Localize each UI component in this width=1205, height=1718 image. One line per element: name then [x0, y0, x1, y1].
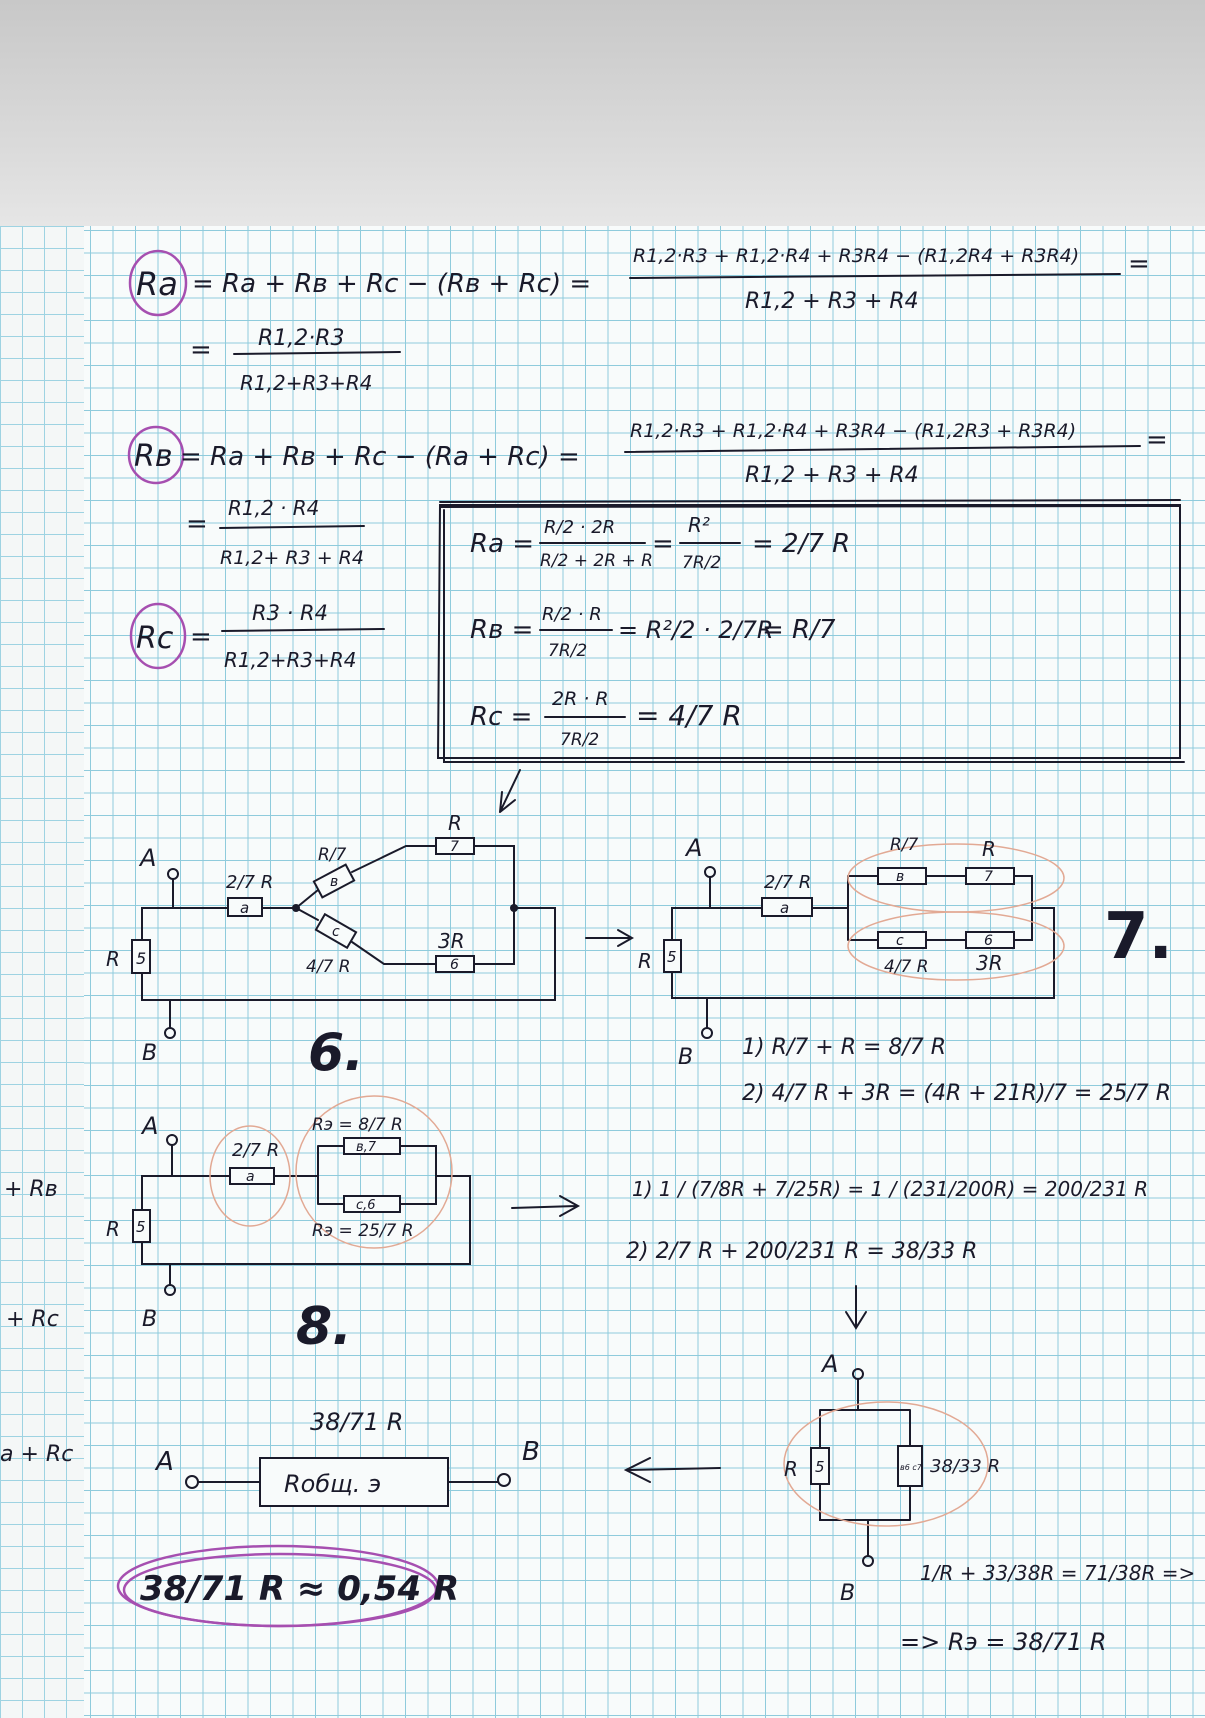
arrow-box-to-diagram — [500, 770, 520, 812]
d8-label-bottom: Rэ = 25/7 R — [312, 1221, 414, 1241]
svg-text:в,7: в,7 — [356, 1140, 377, 1155]
d7-terminal-a — [705, 867, 715, 877]
svg-text:7: 7 — [450, 839, 459, 855]
left-fragment-3: a + Rс — [0, 1442, 74, 1467]
d6-label-a: 2/7 R — [226, 872, 274, 893]
svg-text:в: в — [896, 869, 905, 885]
svg-text:в6 с7: в6 с7 — [900, 1463, 922, 1472]
final-equivalent — [118, 1408, 540, 1626]
box-ra-mid-den: 7R/2 — [682, 553, 722, 573]
d7-terminal-b-label: B — [678, 1045, 694, 1070]
final-terminal-b — [498, 1474, 510, 1486]
box-rb-num: R/2 · R — [542, 604, 602, 625]
d6-terminal-a-label: A — [140, 844, 157, 872]
ra-result-numerator: R1,2·R3 — [258, 326, 345, 351]
d9-label-equivalent: 38/33 R — [930, 1456, 1001, 1477]
box-ra-den: R/2 + 2R + R — [540, 551, 653, 571]
d7-step2: 2) 4/7 R + 3R = (4R + 21R)/7 = 25/7 R — [742, 1081, 1172, 1106]
d6-label-7: R — [448, 811, 462, 835]
circuit-diagram-6 — [106, 811, 632, 1083]
rb-result-denominator: R1,2+ R3 + R4 — [220, 547, 364, 569]
d9-terminal-b — [863, 1556, 873, 1566]
ra-result-denominator: R1,2+R3+R4 — [240, 371, 373, 395]
box-rc-den: 7R/2 — [560, 730, 600, 750]
d7-label-a: 2/7 R — [764, 872, 812, 893]
svg-text:a: a — [780, 899, 790, 917]
final-answer: 38/71 R ≈ 0,54 R — [140, 1569, 460, 1609]
svg-text:5: 5 — [136, 949, 147, 968]
d8-terminal-a-label: A — [142, 1112, 159, 1140]
final-terminal-a — [186, 1476, 198, 1488]
svg-text:с,6: с,6 — [356, 1198, 376, 1213]
d7-terminal-b — [702, 1028, 712, 1038]
svg-text:c: c — [896, 933, 904, 949]
d9-calc1: 1/R + 33/38R = 71/38R => — [920, 1561, 1196, 1585]
rb-denominator: R1,2 + R3 + R4 — [745, 463, 919, 488]
d9-terminal-a — [853, 1369, 863, 1379]
d8-number: 8. — [296, 1297, 352, 1357]
left-fragment-2: + Rс — [6, 1307, 59, 1332]
final-terminal-b-label: B — [522, 1437, 540, 1467]
d8-label-top: Rэ = 8/7 R — [312, 1115, 403, 1135]
svg-text:5: 5 — [815, 1458, 825, 1476]
final-terminal-a-label: A — [156, 1447, 174, 1477]
ra-eq-sign: = — [1128, 249, 1150, 279]
arrow-9-to-final — [626, 1458, 720, 1482]
d7-step1: 1) R/7 + R = 8/7 R — [742, 1035, 947, 1060]
box-ra-result: = 2/7 R — [752, 529, 851, 559]
d6-label-c: 4/7 R — [306, 957, 351, 977]
final-top-label: 38/71 R — [310, 1408, 404, 1436]
d6-terminal-a — [168, 869, 178, 879]
ra-equation: = Rа + Rв + Rс − (Rв + Rс) = — [192, 269, 592, 299]
rb-numerator: R1,2·R3 + R1,2·R4 + R3R4 − (R1,2R3 + R3R4) — [630, 420, 1077, 442]
box-rc-result: = 4/7 R — [636, 699, 742, 732]
d6-label-6: 3R — [438, 929, 465, 953]
d8-label-a: 2/7 R — [232, 1140, 280, 1161]
svg-text:5: 5 — [136, 1218, 146, 1236]
d6-terminal-b — [165, 1028, 175, 1038]
rc-eq: = — [190, 622, 212, 652]
final-resistor-label: Rобщ. э — [284, 1470, 382, 1498]
d8-step1: 1) 1 / (7/8R + 7/25R) = 1 / (231/200R) = 200/231 R — [632, 1177, 1149, 1201]
box-rc-lhs: Rс = — [470, 702, 533, 732]
arrow-6-to-7 — [586, 930, 632, 946]
d7-label-c: 4/7 R — [884, 957, 929, 977]
d8-r-left-label: R — [106, 1217, 120, 1241]
d7-r-left-label: R — [638, 949, 652, 973]
d8-step2: 2) 2/7 R + 200/231 R = 38/33 R — [626, 1239, 978, 1264]
rb-label: Rв — [134, 439, 173, 474]
ra-denominator: R1,2 + R3 + R4 — [745, 289, 919, 314]
rb-equation: = Rа + Rв + Rс − (Rа + Rс) = — [180, 442, 580, 472]
svg-text:7: 7 — [984, 869, 993, 885]
d9-terminal-b-label: B — [840, 1581, 856, 1606]
box-ra-mid-num: R² — [688, 513, 710, 537]
d7-number: 7. — [1104, 900, 1173, 974]
left-fragment-1: + Rв — [4, 1177, 58, 1202]
ra-numerator: R1,2·R3 + R1,2·R4 + R3R4 − (R1,2R4 + R3R4) — [633, 245, 1080, 267]
rb-eq-sign: = — [1146, 425, 1168, 455]
box-rb-result: = R/7 — [762, 615, 836, 645]
d7-label-7: R — [982, 837, 996, 861]
svg-text:6: 6 — [984, 933, 993, 949]
box-ra-num: R/2 · 2R — [544, 517, 616, 538]
formula-ra — [130, 245, 1150, 395]
box-rc-num: 2R · R — [552, 688, 609, 710]
ra-label: Rа — [136, 265, 178, 303]
rb-eq-cont: = — [186, 509, 208, 539]
box-ra-eq: = — [652, 529, 674, 559]
circuit-diagram-7 — [638, 834, 1173, 1106]
box-rb-lhs: Rв = — [470, 615, 534, 645]
rc-denominator: R1,2+R3+R4 — [224, 648, 357, 672]
d6-r-left-label: R — [106, 947, 120, 971]
d7-label-b: R/7 — [890, 835, 919, 855]
d6-label-b: R/7 — [318, 845, 347, 865]
rc-label: Rс — [136, 621, 174, 656]
ra-eq-cont: = — [190, 335, 212, 365]
svg-text:c: c — [332, 924, 340, 940]
d9-r-left-label: R — [784, 1457, 798, 1481]
d7-label-6: 3R — [976, 951, 1003, 975]
svg-text:a: a — [240, 899, 250, 917]
formula-rc — [131, 601, 384, 672]
box-ra-lhs: Rа = — [470, 529, 535, 559]
box-rb-mid: = R²/2 · 2/7R — [618, 616, 774, 644]
svg-text:5: 5 — [667, 948, 677, 966]
circuit-diagram-9 — [626, 1350, 1195, 1656]
d8-terminal-a — [167, 1135, 177, 1145]
d6-number: 6. — [308, 1023, 364, 1083]
arrow-8-to-steps — [512, 1196, 578, 1216]
box-rb-den: 7R/2 — [548, 641, 588, 661]
svg-text:в: в — [330, 874, 339, 890]
values-box — [438, 505, 1184, 812]
d8-terminal-b-label: B — [142, 1307, 158, 1332]
arrow-steps-to-9 — [846, 1286, 866, 1328]
rb-result-numerator: R1,2 · R4 — [228, 496, 320, 520]
d9-terminal-a-label: A — [822, 1350, 839, 1378]
d9-calc2: => Rэ = 38/71 R — [900, 1628, 1107, 1656]
svg-text:a: a — [246, 1169, 255, 1185]
d7-terminal-a-label: A — [686, 834, 703, 862]
circuit-diagram-8 — [106, 1096, 1148, 1357]
d8-terminal-b — [165, 1285, 175, 1295]
d6-terminal-b-label: B — [142, 1041, 158, 1066]
rc-numerator: R3 · R4 — [252, 601, 328, 625]
svg-text:6: 6 — [450, 957, 459, 973]
